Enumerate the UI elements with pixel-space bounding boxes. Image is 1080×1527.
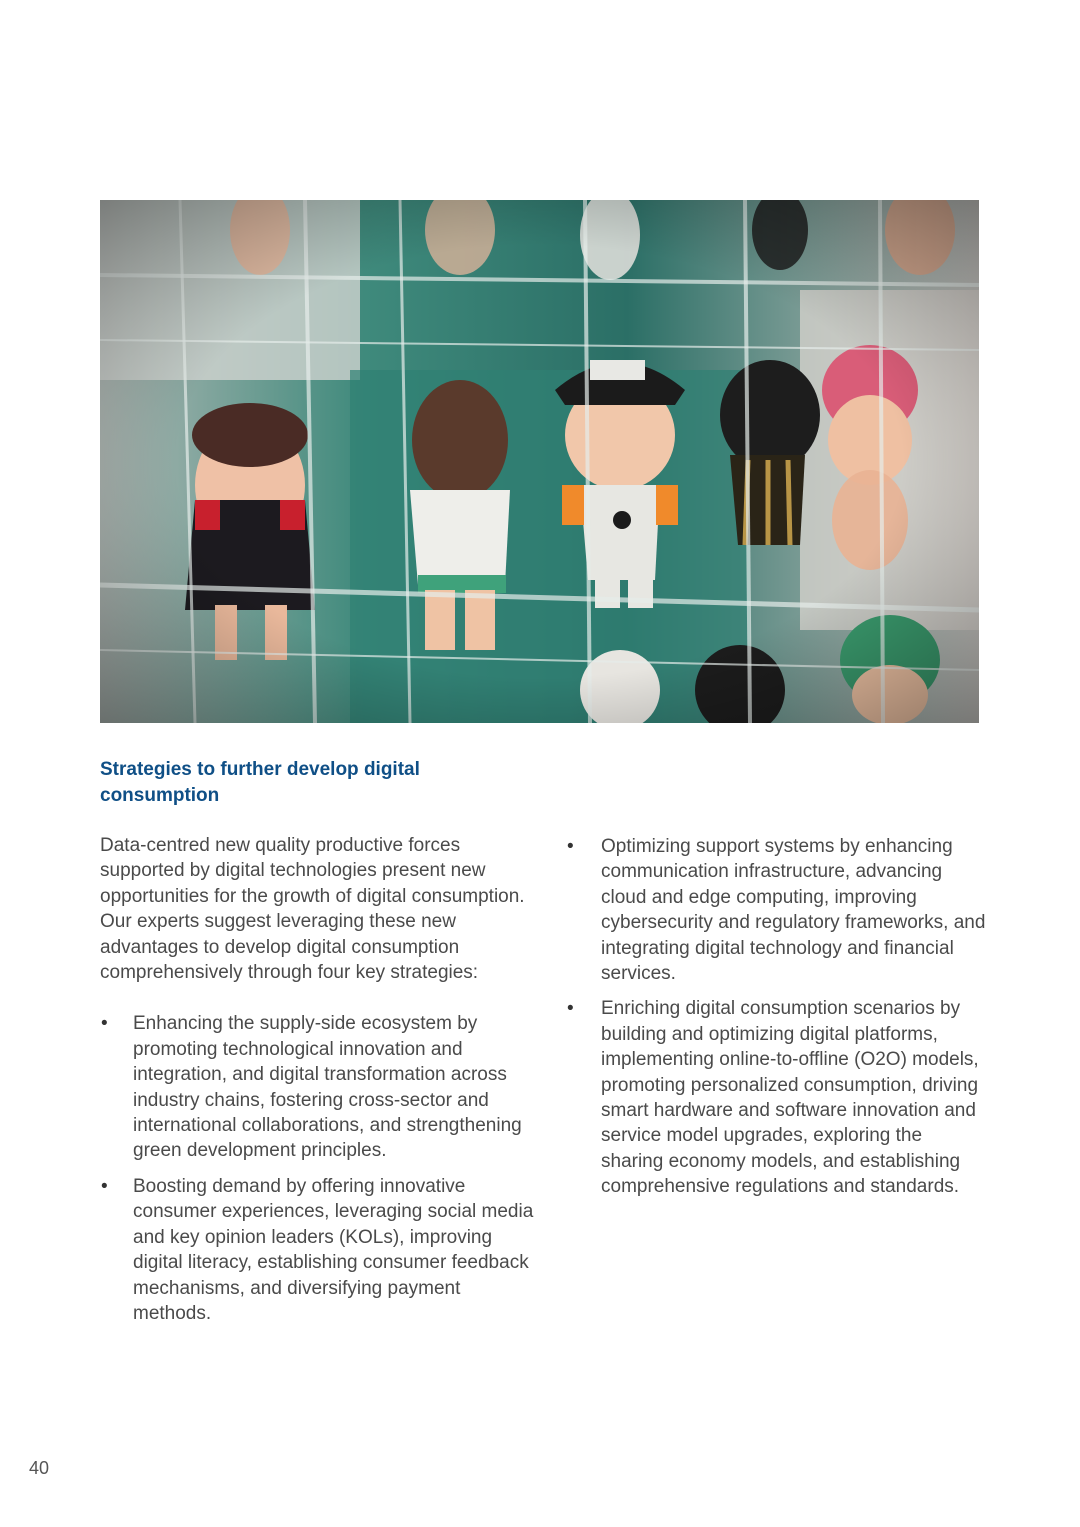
list-item bbox=[566, 996, 986, 1199]
bullet-text: Enriching digital consumption scenarios by building and optimizing digital platforms, implementing online-to-offline (O2O) models, promoting personalized consumption, driving smart hardware and software innovation and service model upgrades, exploring the sharing economy models, and establishing comprehensive regulations and standards. bbox=[601, 998, 979, 1198]
bullet-icon: • bbox=[101, 1175, 108, 1197]
right-column bbox=[566, 834, 986, 1210]
right-bullet-list bbox=[566, 834, 986, 1200]
bullet-icon: • bbox=[101, 1013, 108, 1035]
list-item bbox=[100, 1011, 540, 1163]
photo-illustration bbox=[100, 200, 979, 723]
left-column bbox=[100, 833, 540, 1336]
list-item bbox=[100, 1174, 540, 1326]
left-bullet-list bbox=[100, 1011, 540, 1326]
bullet-text: Boosting demand by offering innovative consumer experiences, leveraging social media and key opinion leaders (KOLs), improving digital literacy, establishing consumer feedback mechanisms, and diversifying payment methods. bbox=[133, 1175, 534, 1324]
doll-display-photo bbox=[100, 200, 979, 723]
bullet-text: Optimizing support systems by enhancing communication infrastructure, advancing cloud and edge computing, improving cybersecurity and regulatory frameworks, and integrating digital technology and financial services. bbox=[601, 836, 986, 985]
intro-paragraph: Data-centred new quality productive forces supported by digital technologies present new opportunities for the growth of digital consumption. Our experts suggest leveraging these new advantages to develop digital consumption comprehensively through four key strategies: bbox=[100, 835, 525, 984]
page-number: 40 bbox=[29, 1458, 50, 1478]
section-heading: Strategies to further develop digital consumption bbox=[100, 759, 420, 806]
bullet-text: Enhancing the supply-side ecosystem by promoting technological innovation and integration, and digital transformation across industry chains, fostering cross-sector and international collaborations, and strengthening green development principles. bbox=[133, 1013, 522, 1162]
bullet-icon: • bbox=[567, 836, 574, 857]
list-item bbox=[566, 834, 986, 986]
bullet-icon: • bbox=[567, 998, 574, 1020]
